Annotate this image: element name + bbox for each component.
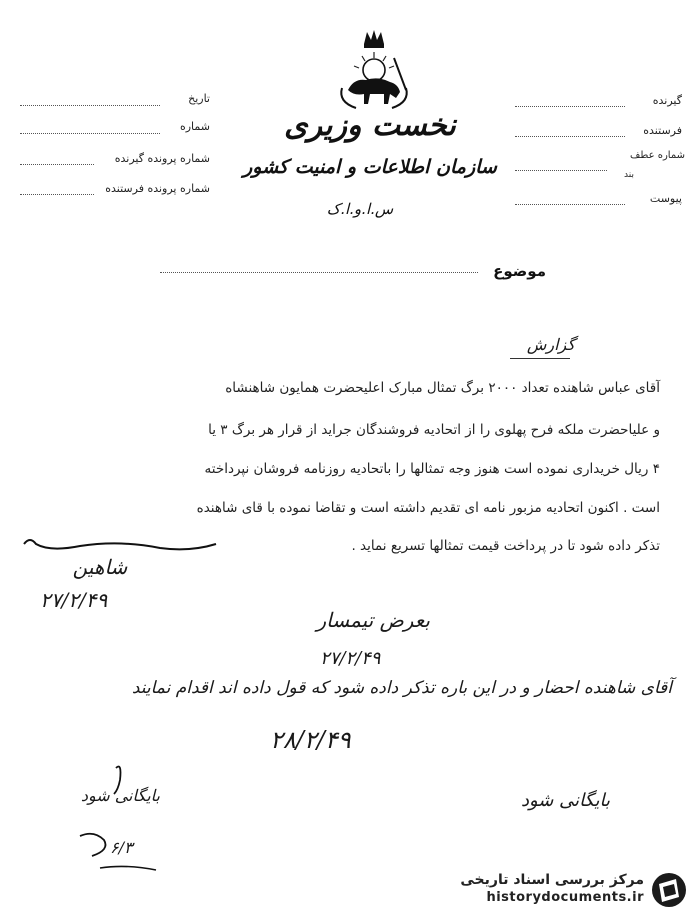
main-handwritten-note: آقای شاهنده احضار و در این باره تذکر داده شود که قول داده اند اقدام نمایند <box>131 678 672 698</box>
middle-note: بعرض تیمسار <box>316 608 430 632</box>
receiver-file-field-line <box>20 164 94 165</box>
left-signature: شاهین <box>72 555 128 579</box>
archive-watermark <box>408 872 692 908</box>
left-signature-date: ۲۷/۲/۴۹ <box>40 588 108 612</box>
report-label: گزارش <box>526 335 575 354</box>
organization-code: س.ا.و.ا.ک <box>326 200 394 218</box>
date-field-label: تاریخ <box>188 92 210 105</box>
archive-logo-icon <box>650 872 688 908</box>
bottom-right-note: بایگانی شود <box>520 790 610 811</box>
sender-file-field-line <box>20 194 94 195</box>
date-field-line <box>20 105 160 106</box>
bottom-left-date: ۶/۳ <box>110 838 133 857</box>
sender-field-line <box>515 136 625 137</box>
organization-subtitle: سازمان اطلاعات و امنیت کشور <box>243 156 497 178</box>
subject-label: موضوع <box>493 262 546 280</box>
receiver-file-field-label: شماره پرونده گیرنده <box>114 152 210 165</box>
report-line: و علیاحضرت ملکه فرح پهلوی را از اتحادیه فروشندگان جراید از قرار هر برگ ۳ یا <box>208 422 660 438</box>
recipient-field-label: گیرنده <box>652 94 682 107</box>
number-field-label: شماره <box>179 120 210 133</box>
subject-field-line <box>160 272 478 273</box>
attachment-field-line <box>515 204 625 205</box>
bottom-left-initials <box>70 760 190 880</box>
bottom-left-note: بایگانی شود <box>80 786 160 805</box>
report-label-underline <box>510 358 570 359</box>
reference-field-label: شماره عطف <box>630 150 685 161</box>
archive-watermark-url: historydocuments.ir <box>486 890 644 905</box>
archive-watermark-name: مرکز بررسی اسناد تاریخی <box>460 872 644 888</box>
report-line: ۴ ریال خریداری نموده است هنوز وجه تمثالها را باتحادیه روزنامه فروشان نپرداخته <box>204 461 660 477</box>
report-line: تذکر داده شود تا در پرداخت قیمت تمثالها تسریع نماید . <box>351 538 660 554</box>
number-field-line <box>20 133 160 134</box>
recipient-field-line <box>515 106 625 107</box>
lion-and-sun-emblem-icon <box>334 28 414 110</box>
ministry-title: نخست وزیری <box>284 108 456 143</box>
sender-field-label: فرستنده <box>643 124 682 137</box>
attachment-field-label: پیوست <box>649 192 682 205</box>
report-line: آقای عباس شاهنده تعداد ۲۰۰۰ برگ تمثال مبارک اعلیحضرت همایون شاهنشاه <box>225 380 660 396</box>
report-line: است . اکنون اتحادیه مزبور نامه ای تقدیم داشته است و تقاضا نموده با قای شاهنده <box>196 500 660 516</box>
reference-field-sub-label: بند <box>624 170 634 180</box>
reference-field-line <box>515 170 607 171</box>
middle-note-date: ۲۷/۲/۴۹ <box>320 648 381 669</box>
main-note-date: ۲۸/۲/۴۹ <box>270 726 351 754</box>
sender-file-field-label: شماره پرونده فرستنده <box>105 182 210 195</box>
